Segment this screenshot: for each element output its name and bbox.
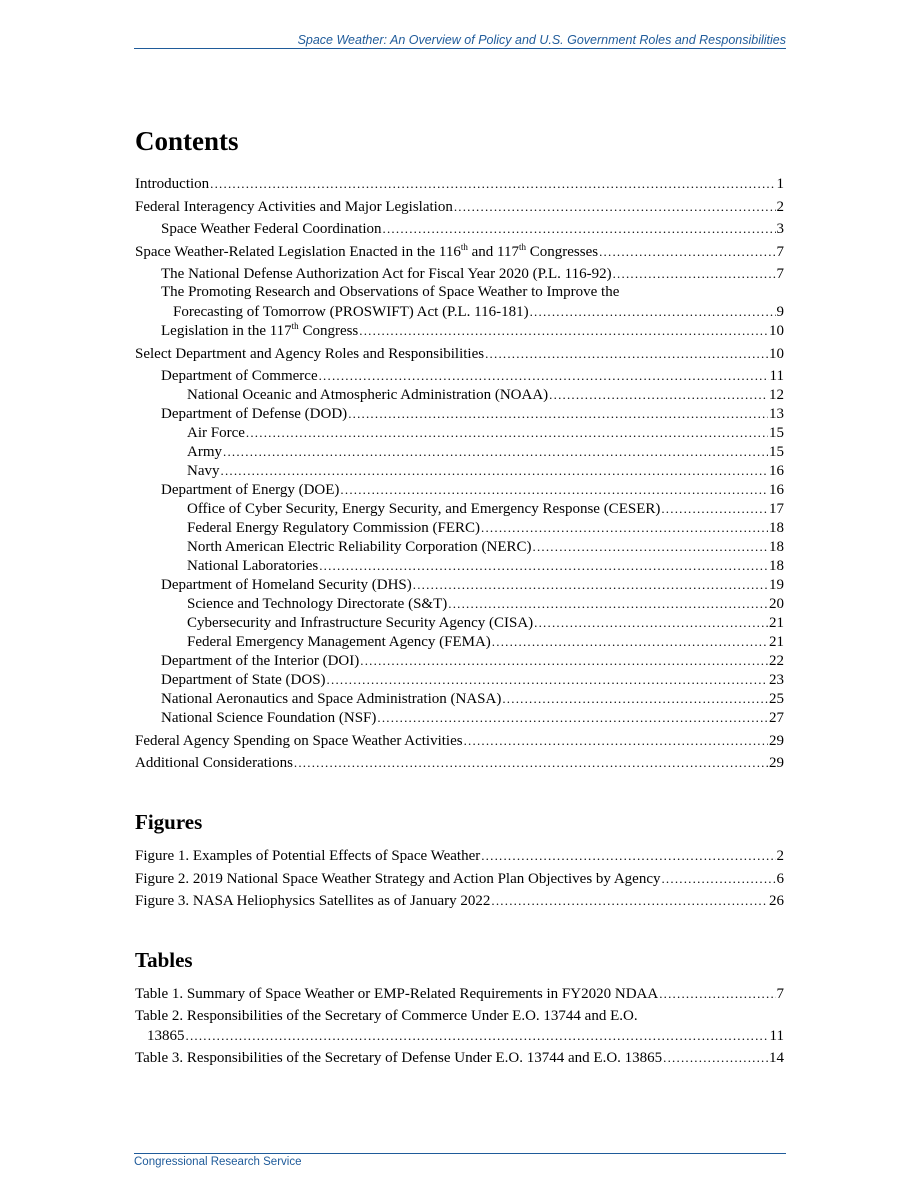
entry-title: National Oceanic and Atmospheric Administration (NOAA) [187, 387, 549, 403]
toc-entry[interactable] [135, 1007, 784, 1046]
dot-leader [223, 442, 768, 461]
page-number: 1 [776, 176, 784, 192]
page-number: 23 [769, 672, 784, 688]
dot-leader [360, 651, 768, 670]
entry-title-line: The Promoting Research and Observations of Space Weather to Improve the [161, 284, 620, 300]
entry-title: Forecasting of Tomorrow (PROSWIFT) Act (P.L. 116-181) [173, 304, 529, 320]
page-number: 6 [776, 870, 784, 887]
entry-title: North American Electric Reliability Corporation (NERC) [187, 539, 532, 555]
entry-title: National Laboratories [187, 558, 319, 574]
toc-entry[interactable] [135, 283, 784, 322]
entry-title: Air Force [187, 425, 245, 441]
toc-entry[interactable] [135, 670, 784, 690]
page-number: 13 [769, 406, 784, 422]
entry-title: Department of the Interior (DOI) [161, 653, 360, 669]
dot-leader [485, 344, 768, 363]
toc-entry[interactable] [135, 556, 784, 576]
toc-entry[interactable] [135, 689, 784, 709]
entry-title: Figure 1. Examples of Potential Effects of Space Weather [135, 848, 481, 864]
page-number: 2 [776, 848, 784, 864]
toc-entry[interactable] [135, 537, 784, 557]
dot-leader [377, 708, 768, 727]
page-number: 3 [776, 221, 784, 237]
dot-leader [319, 366, 769, 385]
entry-title: Federal Emergency Management Agency (FEMA) [187, 634, 491, 650]
entry-title: Federal Energy Regulatory Commission (FERC) [187, 520, 481, 536]
page-number: 15 [769, 425, 784, 441]
page-number: 10 [769, 345, 784, 362]
figures-heading: Figures [135, 810, 203, 834]
dot-leader [502, 689, 768, 708]
entry-title: Navy [187, 463, 220, 479]
page-number: 21 [769, 615, 784, 631]
page-number: 21 [769, 634, 784, 650]
toc-entry[interactable] [135, 197, 784, 217]
page-number: 27 [769, 710, 784, 726]
entry-title: Figure 2. 2019 National Space Weather Strategy and Action Plan Objectives by Agency [135, 870, 661, 887]
toc-entry[interactable] [135, 594, 784, 614]
dot-leader [464, 731, 768, 750]
dot-leader [659, 984, 775, 1003]
toc-entry[interactable] [135, 731, 784, 751]
page-number: 16 [769, 463, 784, 479]
entry-title-line: Table 2. Responsibilities of the Secretary of Commerce Under E.O. 13744 and E.O. [135, 1007, 638, 1024]
entry-title: National Aeronautics and Space Administration (NASA) [161, 691, 502, 707]
dot-leader [210, 174, 775, 193]
dot-leader [348, 404, 768, 423]
toc-entry[interactable] [135, 423, 784, 443]
dot-leader [294, 753, 768, 772]
dot-leader [661, 869, 775, 888]
toc-entry[interactable] [135, 708, 784, 728]
page-number: 18 [769, 558, 784, 574]
page-number: 20 [769, 596, 784, 612]
toc-entry[interactable] [135, 404, 784, 424]
dot-leader [454, 197, 776, 216]
entry-title: Cybersecurity and Infrastructure Security Agency (CISA) [187, 615, 534, 631]
toc-entry[interactable] [135, 651, 784, 671]
toc-entry[interactable] [135, 613, 784, 633]
toc-entry[interactable] [135, 480, 784, 500]
page-number: 29 [769, 755, 784, 771]
toc-entry[interactable] [135, 499, 784, 519]
toc-entry[interactable] [135, 385, 784, 405]
dot-leader [549, 385, 768, 404]
page-number: 7 [776, 243, 784, 260]
tables-heading: Tables [135, 948, 193, 972]
entry-title: Army [187, 444, 222, 460]
page-number: 7 [776, 266, 784, 282]
dot-leader [491, 891, 768, 910]
page-number: 10 [769, 323, 784, 339]
dot-leader [383, 219, 776, 238]
running-footer: Congressional Research Service [134, 1153, 786, 1168]
entry-title: Federal Agency Spending on Space Weather Activities [135, 732, 463, 749]
page-number: 22 [769, 653, 784, 669]
toc-entry[interactable] [135, 174, 784, 194]
dot-leader [481, 518, 768, 537]
page-number: 9 [776, 304, 784, 320]
page-number: 25 [769, 691, 784, 707]
entry-title: Figure 3. NASA Heliophysics Satellites as of January 2022 [135, 893, 491, 909]
entry-title: Department of Homeland Security (DHS) [161, 577, 412, 593]
dot-leader [246, 423, 768, 442]
dot-leader [413, 575, 768, 594]
toc-entry[interactable] [135, 753, 784, 773]
entry-title: Introduction [135, 176, 210, 192]
page-number: 15 [769, 444, 784, 460]
page-number: 11 [769, 368, 784, 384]
entry-title: National Science Foundation (NSF) [161, 710, 377, 726]
toc-entry[interactable] [135, 891, 784, 911]
page-number: 14 [769, 1050, 784, 1066]
dot-leader [599, 242, 775, 261]
toc-entry[interactable] [135, 1048, 784, 1068]
dot-leader [533, 537, 769, 556]
entry-title: Select Department and Agency Roles and Responsibilities [135, 345, 485, 362]
dot-leader [613, 264, 776, 283]
entry-title: The National Defense Authorization Act for Fiscal Year 2020 (P.L. 116-92) [161, 266, 612, 282]
page-number: 18 [769, 539, 784, 555]
dot-leader [319, 556, 768, 575]
page-number: 29 [769, 732, 784, 749]
entry-title: Office of Cyber Security, Energy Security, and Emergency Response (CESER) [187, 501, 661, 517]
toc-entry[interactable] [135, 264, 784, 284]
entry-title: Table 1. Summary of Space Weather or EMP-Related Requirements in FY2020 NDAA [135, 986, 659, 1002]
toc-entry[interactable] [135, 219, 784, 239]
entry-title: Department of State (DOS) [161, 672, 326, 688]
entry-title: Department of Defense (DOD) [161, 406, 348, 422]
page-number: 18 [769, 520, 784, 536]
page-number: 2 [776, 198, 784, 215]
dot-leader [481, 846, 775, 865]
page-number: 17 [769, 501, 784, 517]
toc-entry[interactable] [135, 984, 784, 1004]
toc-entry[interactable] [135, 632, 784, 652]
running-header: Space Weather: An Overview of Policy and U.S. Government Roles and Responsibilities [134, 33, 786, 49]
toc-entry[interactable] [135, 442, 784, 462]
dot-leader [340, 480, 768, 499]
dot-leader [448, 594, 768, 613]
dot-leader [661, 499, 768, 518]
toc-entry[interactable] [135, 869, 784, 889]
toc-entry[interactable] [135, 461, 784, 481]
toc-entry[interactable] [135, 518, 784, 538]
dot-leader [530, 302, 776, 321]
page-number: 12 [769, 387, 784, 403]
dot-leader [359, 321, 768, 340]
entry-title: Table 3. Responsibilities of the Secretary of Defense Under E.O. 13744 and E.O. 13865 [135, 1050, 663, 1066]
entry-title: Space Weather-Related Legislation Enacted in the 116th and 117th Congresses [135, 241, 599, 260]
page-number: 7 [776, 986, 784, 1002]
toc-entry[interactable] [135, 242, 784, 262]
toc-entry[interactable] [135, 575, 784, 595]
dot-leader [492, 632, 768, 651]
toc-entry[interactable] [135, 846, 784, 866]
page-number: 19 [769, 577, 784, 593]
entry-title: Department of Energy (DOE) [161, 482, 340, 498]
page-number: 16 [769, 482, 784, 498]
dot-leader [186, 1026, 769, 1045]
toc-entry[interactable] [135, 344, 784, 364]
contents-heading: Contents [135, 126, 239, 156]
dot-leader [534, 613, 768, 632]
entry-title: Federal Interagency Activities and Major Legislation [135, 198, 453, 215]
dot-leader [221, 461, 769, 480]
entry-title: Department of Commerce [161, 368, 318, 384]
dot-leader [663, 1048, 768, 1067]
toc-entry[interactable] [135, 321, 784, 341]
entry-title: Additional Considerations [135, 755, 293, 771]
page-number: 11 [769, 1027, 784, 1044]
entry-title: Legislation in the 117th Congress [161, 321, 359, 339]
entry-title: 13865 [147, 1027, 185, 1044]
entry-title: Space Weather Federal Coordination [161, 221, 382, 237]
page-number: 26 [769, 893, 784, 909]
entry-title: Science and Technology Directorate (S&T) [187, 596, 448, 612]
toc-entry[interactable] [135, 366, 784, 386]
dot-leader [327, 670, 768, 689]
